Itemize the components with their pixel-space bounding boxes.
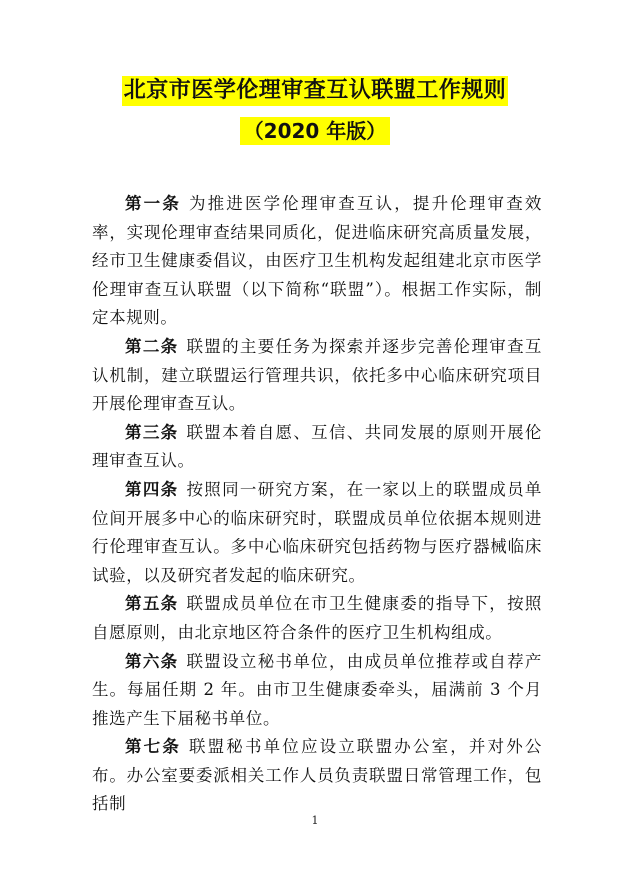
article-2 <box>92 333 542 419</box>
article-3-label: 第三条 <box>125 422 179 442</box>
article-7 <box>92 733 542 814</box>
document-title: 北京市医学伦理审查互认联盟工作规则 <box>122 76 509 106</box>
article-7-text: 联盟秘书单位应设立联盟办公室，并对外公布。办公室要委派相关工作人员负责联盟日常管理工作，包括制 <box>92 737 542 814</box>
document-subtitle: （2020 年版） <box>240 117 391 145</box>
article-6 <box>92 648 542 734</box>
article-1 <box>92 190 542 333</box>
article-5-text: 联盟成员单位在市卫生健康委的指导下，按照自愿原则，由北京地区符合条件的医疗卫生机构组成。 <box>92 594 543 642</box>
article-3 <box>92 419 542 476</box>
article-6-label: 第六条 <box>125 651 179 671</box>
article-7-label: 第七条 <box>125 737 181 757</box>
article-5 <box>92 590 542 647</box>
article-4-text: 按照同一研究方案，在一家以上的联盟成员单位间开展多中心的临床研究时，联盟成员单位依据本规则进行伦理审查互认。多中心临床研究包括药物与医疗器械临床试验，以及研究者发起的临床研究。 <box>92 479 543 585</box>
article-3-text: 联盟本着自愿、互信、共同发展的原则开展伦理审查互认。 <box>92 422 543 471</box>
title-wrapper <box>0 76 630 106</box>
page-number: 1 <box>311 814 319 827</box>
article-5-label: 第五条 <box>125 594 179 614</box>
document-body <box>92 190 543 814</box>
article-6-text: 联盟设立秘书单位，由成员单位推荐或自荐产生。每届任期 2 年。由市卫生健康委牵头，届满前 3 个月推选产生下届秘书单位。 <box>92 651 543 728</box>
article-4 <box>92 476 542 590</box>
subtitle-wrapper <box>0 117 630 145</box>
article-2-label: 第二条 <box>125 336 179 356</box>
article-1-label: 第一条 <box>125 194 181 213</box>
article-1-text: 为推进医学伦理审查互认，提升伦理审查效率，实现伦理审查结果同质化，促进临床研究高质量发展，经市卫生健康委倡议，由医疗卫生机构发起组建北京市医学伦理审查互认联盟（以下简称“联盟”）。根据工作实际，制定本规则。 <box>92 194 542 328</box>
article-4-label: 第四条 <box>125 479 179 499</box>
article-2-text: 联盟的主要任务为探索并逐步完善伦理审查互认机制，建立联盟运行管理共识，依托多中心临床研究项目开展伦理审查互认。 <box>92 336 543 414</box>
